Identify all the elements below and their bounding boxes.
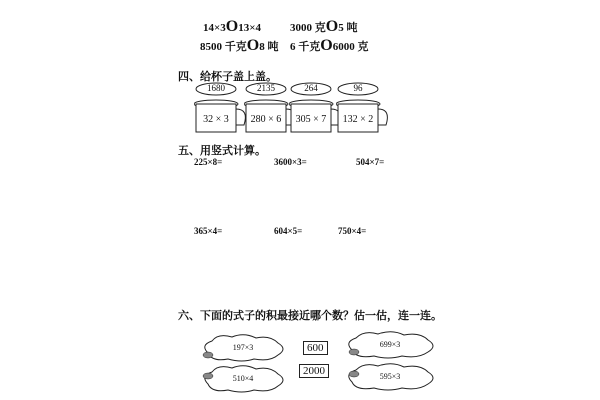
compare-row2-right (290, 38, 368, 54)
cloud-label: 595×3 (379, 372, 401, 381)
compare-circle[interactable]: O (325, 18, 339, 35)
calc-item[interactable]: 504×7= (356, 157, 385, 167)
number-box-600[interactable]: 600 (303, 341, 328, 355)
lid-label: 264 (304, 83, 318, 93)
compare-circle[interactable]: O (225, 18, 239, 35)
cloud-label: 510×4 (232, 374, 254, 383)
cloud-label: 699×3 (379, 340, 401, 349)
lid-label: 2135 (257, 83, 275, 93)
lid-label: 1680 (207, 83, 225, 93)
section6-title: 六、下面的式子的积最接近哪个数？估一估，连一连。 (178, 310, 442, 322)
calc-item[interactable]: 750×4= (338, 226, 367, 236)
cloud-3[interactable] (198, 364, 288, 394)
cup-3[interactable] (289, 80, 341, 140)
compare-row1-left (203, 19, 261, 35)
cup-label: 280 × 6 (250, 114, 282, 125)
expr: 8 吨 (259, 41, 279, 53)
expr: 14×3 (203, 22, 226, 34)
compare-row1-right (290, 19, 357, 35)
expr: 5 吨 (338, 22, 358, 34)
expr: 3000 克 (290, 22, 326, 34)
cup-4[interactable] (336, 80, 388, 140)
cloud-label: 197×3 (232, 343, 254, 352)
section5-title: 五、用竖式计算。 (178, 145, 266, 157)
cup-1[interactable] (194, 80, 246, 140)
compare-circle[interactable]: O (246, 37, 260, 54)
section4-title: 四、给杯子盖上盖。 (178, 71, 277, 83)
calc-item[interactable]: 225×8= (194, 157, 223, 167)
calc-item[interactable]: 3600×3= (274, 157, 307, 167)
cloud-1[interactable] (198, 333, 288, 363)
calc-item[interactable]: 604×5= (274, 226, 303, 236)
number-box-2000[interactable]: 2000 (299, 364, 329, 378)
lid-label: 96 (353, 83, 363, 93)
calc-item[interactable]: 365×4= (194, 226, 223, 236)
cloud-2[interactable] (342, 330, 438, 360)
expr: 8500 千克 (200, 41, 247, 53)
compare-circle[interactable]: O (320, 37, 333, 54)
compare-row2-left (200, 38, 278, 54)
expr: 13×4 (238, 22, 262, 34)
expr: 6 千克 (290, 41, 321, 53)
cloud-4[interactable] (342, 362, 438, 392)
cup-label: 32 × 3 (203, 114, 229, 125)
cup-label: 132 × 2 (342, 114, 374, 125)
expr: 6000 克 (332, 41, 369, 53)
cup-label: 305 × 7 (295, 114, 327, 125)
